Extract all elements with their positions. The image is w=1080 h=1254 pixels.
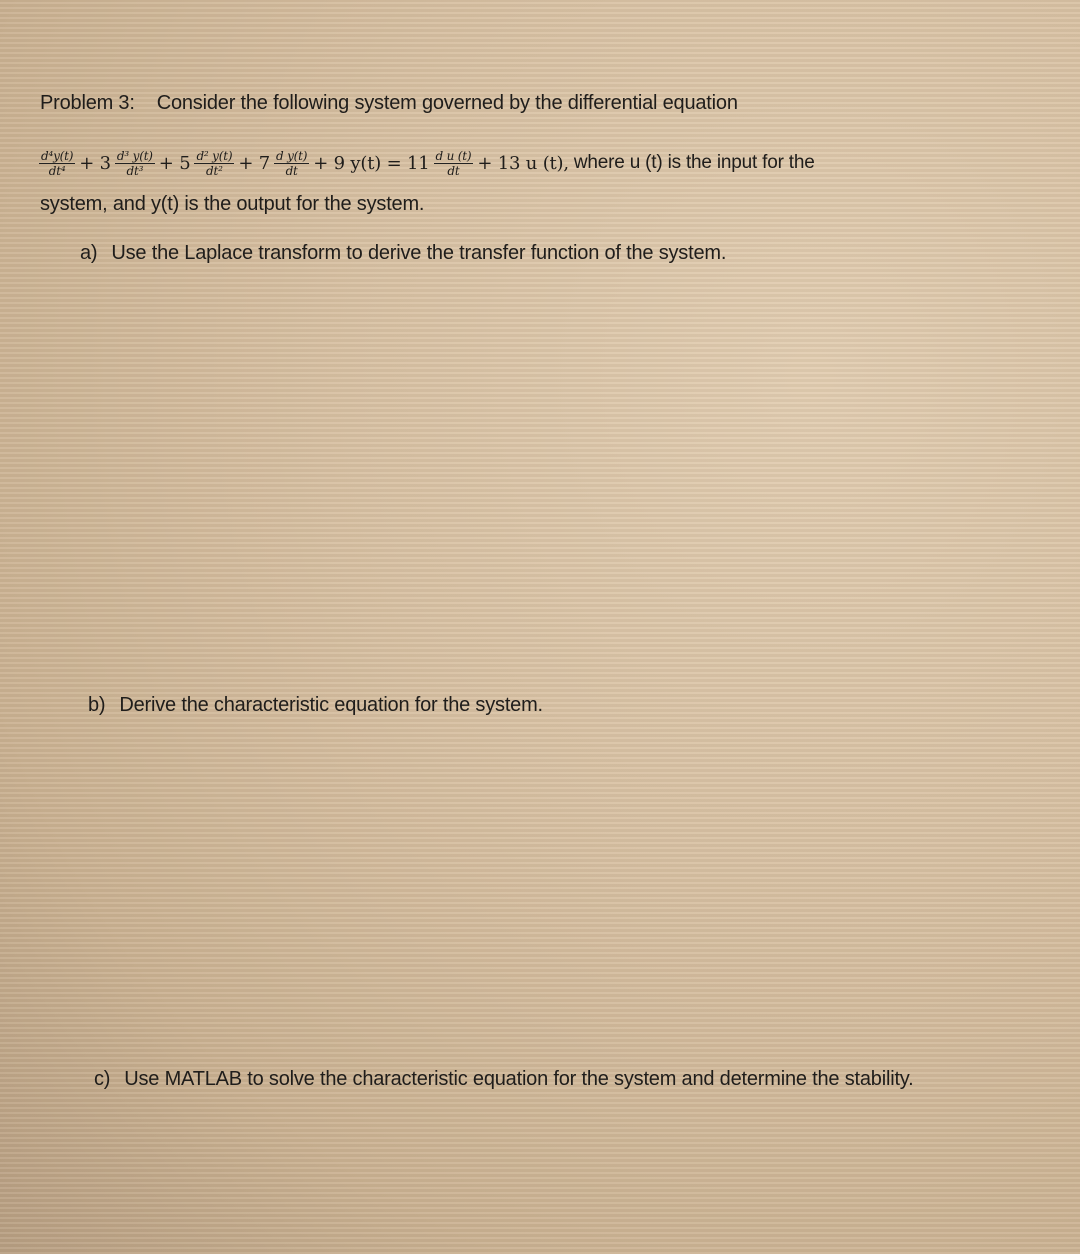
coefficient-5: + 5 [158,152,191,174]
fourth-derivative-term [39,149,75,178]
fraction-numerator: d y(t) [275,148,308,163]
part-b-text: Derive the characteristic equation for the system. [119,694,543,716]
input-description: where u (t) is the input for the [573,152,815,173]
fraction-denominator: dt⁴ [48,163,66,178]
part-c-text: Use MATLAB to solve the characteristic equation for the system and determine the stability. [124,1068,914,1090]
part-a-label: a) [80,242,98,264]
part-b-label: b) [88,694,106,716]
part-a [80,242,726,265]
part-b [88,694,543,717]
fraction-denominator: dt [285,163,298,178]
equation-tail: + 13 u (t), [477,152,569,174]
fraction-numerator: d³ y(t) [116,148,153,163]
fraction-numerator: d⁴y(t) [41,148,74,163]
coefficient-7: + 7 [238,152,270,174]
fraction-denominator: dt² [206,163,223,178]
input-derivative-term [434,149,474,178]
first-derivative-term [274,149,309,178]
fraction-numerator: d² y(t) [196,148,233,163]
equation-middle: + 9 y(t) = 11 [313,152,430,174]
part-c-label: c) [94,1068,111,1090]
part-c [94,1068,913,1091]
problem-intro: Consider the following system governed by the differential equation [156,92,738,114]
system-description: system, and y(t) is the output for the system. [40,193,425,215]
second-derivative-term [194,149,234,178]
differential-equation [38,138,815,188]
third-derivative-term [115,149,155,178]
fraction-denominator: dt³ [126,163,144,178]
coefficient-3: + 3 [79,152,111,174]
problem-heading [40,92,738,115]
part-a-text: Use the Laplace transform to derive the transfer function of the system. [111,242,727,264]
problem-number: Problem 3: [40,92,135,114]
fraction-numerator: d u (t) [435,148,472,163]
fraction-denominator: dt [447,163,460,178]
